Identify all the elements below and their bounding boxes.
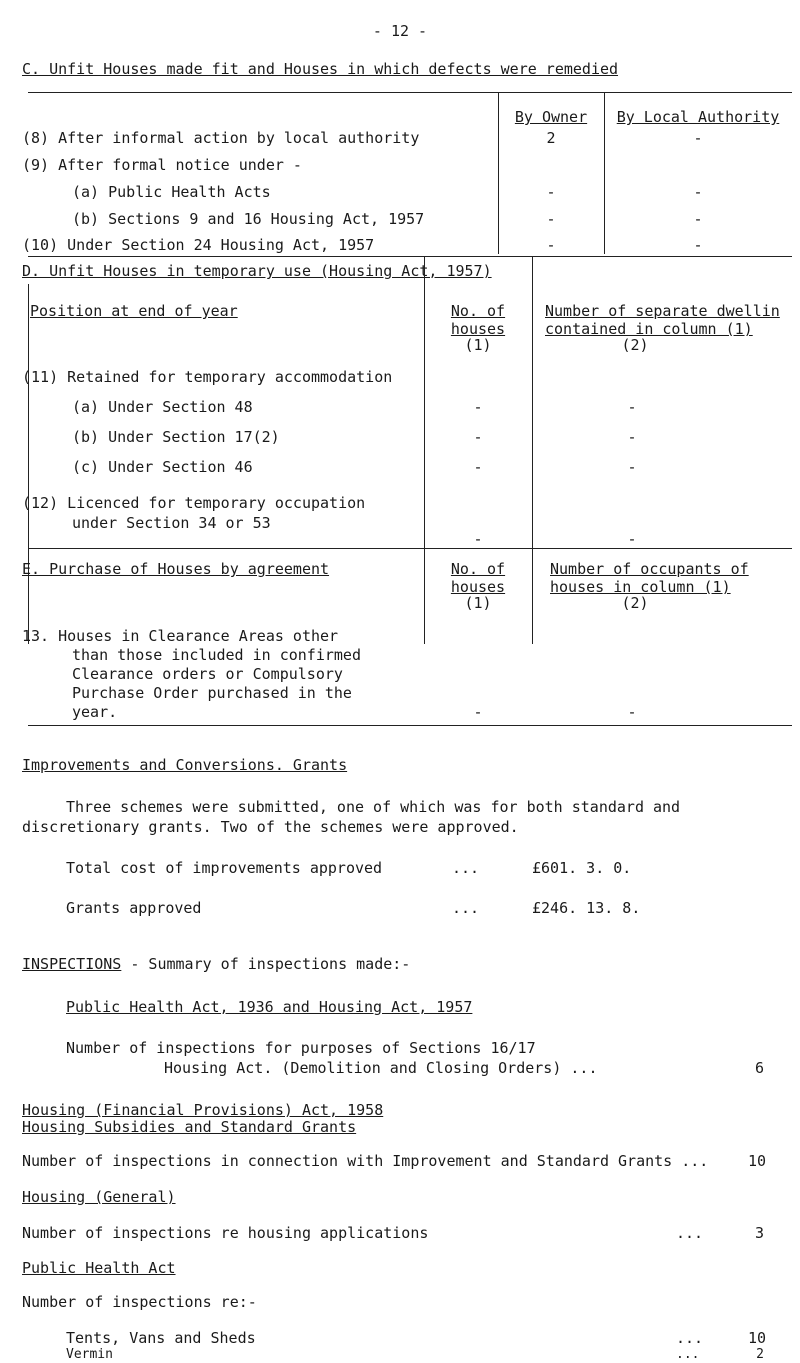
grants-label: Grants approved (66, 899, 202, 917)
row-12-label: (12) Licenced for temporary occupation (22, 494, 366, 512)
row-13-line-1: 13. Houses in Clearance Areas other (22, 627, 339, 645)
section-d-bottom-border (28, 548, 792, 549)
row-9a-authority: - (693, 183, 703, 201)
row-11a-c1: - (473, 398, 483, 416)
total-cost-dots: ... (452, 859, 480, 877)
section-e-col2-header-1: No. of (450, 560, 506, 578)
section-d-col2-header-2: houses (450, 320, 506, 338)
row-13-line-2: than those included in confirmed (72, 646, 361, 664)
section-e-col3-header-3: (2) (621, 594, 649, 612)
row-13-line-4: Purchase Order purchased in the (72, 684, 352, 702)
section-e-col2-header-2: houses (450, 578, 506, 596)
inspections-line-1b: Housing Act. (Demolition and Closing Orders) ... (164, 1059, 598, 1077)
row-11b-c1: - (473, 428, 483, 446)
inspections-line-6: Vermin (66, 1347, 113, 1362)
row-8-owner: 2 (546, 129, 556, 147)
row-11c-c1: - (473, 458, 483, 476)
section-c-bottom-border (28, 256, 792, 257)
public-health-act-heading: Public Health Act (22, 1259, 176, 1277)
col-by-local-authority: By Local Authority (616, 108, 780, 126)
improvements-heading: Improvements and Conversions. Grants (22, 756, 348, 774)
inspections-heading-row (22, 955, 410, 973)
row-11c-label: (c) Under Section 46 (72, 458, 253, 476)
section-d-col1-header: Position at end of year (30, 302, 238, 320)
inspections-heading: INSPECTIONS (22, 955, 122, 973)
row-8-authority: - (693, 129, 703, 147)
page-number: - 12 - (372, 22, 428, 40)
row-13-c2: - (627, 703, 637, 721)
row-12-label-2: under Section 34 or 53 (72, 514, 271, 532)
row-13-line-3: Clearance orders or Compulsory (72, 665, 343, 683)
row-11b-c2: - (627, 428, 637, 446)
inspections-value-1: 6 (754, 1059, 764, 1077)
section-d-col3-header-3: (2) (621, 336, 649, 354)
improvements-para-line-2: discretionary grants. Two of the schemes were approved. (22, 818, 519, 836)
row-10-owner: - (546, 236, 556, 254)
row-8-label: (8) After informal action by local authority (22, 129, 420, 147)
section-d-col2-header-1: No. of (450, 302, 506, 320)
section-c-title: C. Unfit Houses made fit and Houses in which defects were remedied (22, 60, 619, 78)
row-11a-c2: - (627, 398, 637, 416)
section-e-title: E. Purchase of Houses by agreement (22, 560, 330, 578)
inspections-dots-5: ... (676, 1329, 704, 1347)
inspections-value-5: 10 (747, 1329, 766, 1347)
inspections-line-2: Number of inspections in connection with Improvement and Standard Grants ... (22, 1152, 709, 1170)
row-12-c2: - (627, 530, 637, 548)
inspections-line-5: Tents, Vans and Sheds (66, 1329, 256, 1347)
row-9a-label: (a) Public Health Acts (72, 183, 271, 201)
row-9a-owner: - (546, 183, 556, 201)
total-cost-value: £601. 3. 0. (532, 859, 632, 877)
total-cost-label: Total cost of improvements approved (66, 859, 383, 877)
row-9b-authority: - (693, 210, 703, 228)
section-d-left-border (28, 284, 29, 644)
inspections-line-4: Number of inspections re:- (22, 1293, 257, 1311)
inspections-line-3: Number of inspections re housing applications (22, 1224, 429, 1242)
grants-value: £246. 13. 8. (532, 899, 641, 917)
public-health-act-1936-heading: Public Health Act, 1936 and Housing Act, 1957 (66, 998, 473, 1016)
financial-provisions-heading: Housing (Financial Provisions) Act, 1958 (22, 1101, 384, 1119)
row-13-c1: - (473, 703, 483, 721)
section-d-col3-header-2: contained in column (1) (545, 320, 753, 338)
row-10-label: (10) Under Section 24 Housing Act, 1957 (22, 236, 375, 254)
row-9b-label: (b) Sections 9 and 16 Housing Act, 1957 (72, 210, 425, 228)
section-e-col3-header-1: Number of occupants of (550, 560, 749, 578)
section-d-col3-header-1: Number of separate dwellin (545, 302, 780, 320)
inspections-line-1a: Number of inspections for purposes of Sections 16/17 (66, 1039, 536, 1057)
row-11c-c2: - (627, 458, 637, 476)
inspections-value-2: 10 (747, 1152, 766, 1170)
row-9b-owner: - (546, 210, 556, 228)
row-9-label: (9) After formal notice under - (22, 156, 302, 174)
row-10-authority: - (693, 236, 703, 254)
inspections-dots-3: ... (676, 1224, 704, 1242)
row-12-c1: - (473, 530, 483, 548)
section-c-top-border (28, 92, 792, 93)
grants-dots: ... (452, 899, 480, 917)
section-e-bottom-border (28, 725, 792, 726)
section-e-col3-header-2: houses in column (1) (550, 578, 731, 596)
section-d-col2-header-3: (1) (464, 336, 492, 354)
col-by-owner: By Owner (514, 108, 588, 126)
inspections-value-6: 2 (756, 1347, 764, 1362)
section-d-divider-2 (532, 256, 533, 644)
subsidies-grants-heading: Housing Subsidies and Standard Grants (22, 1118, 357, 1136)
housing-general-heading: Housing (General) (22, 1188, 176, 1206)
inspections-value-3: 3 (754, 1224, 764, 1242)
section-d-title: D. Unfit Houses in temporary use (Housing Act, 1957) (22, 262, 492, 280)
row-11b-label: (b) Under Section 17(2) (72, 428, 280, 446)
inspections-dots-6: ... (676, 1347, 700, 1362)
row-13-line-5: year. (72, 703, 118, 721)
inspections-heading-suffix: - Summary of inspections made:- (130, 955, 411, 973)
section-e-col2-header-3: (1) (464, 594, 492, 612)
improvements-para-line-1: Three schemes were submitted, one of which was for both standard and (66, 798, 681, 816)
row-11a-label: (a) Under Section 48 (72, 398, 253, 416)
row-11-label: (11) Retained for temporary accommodation (22, 368, 393, 386)
